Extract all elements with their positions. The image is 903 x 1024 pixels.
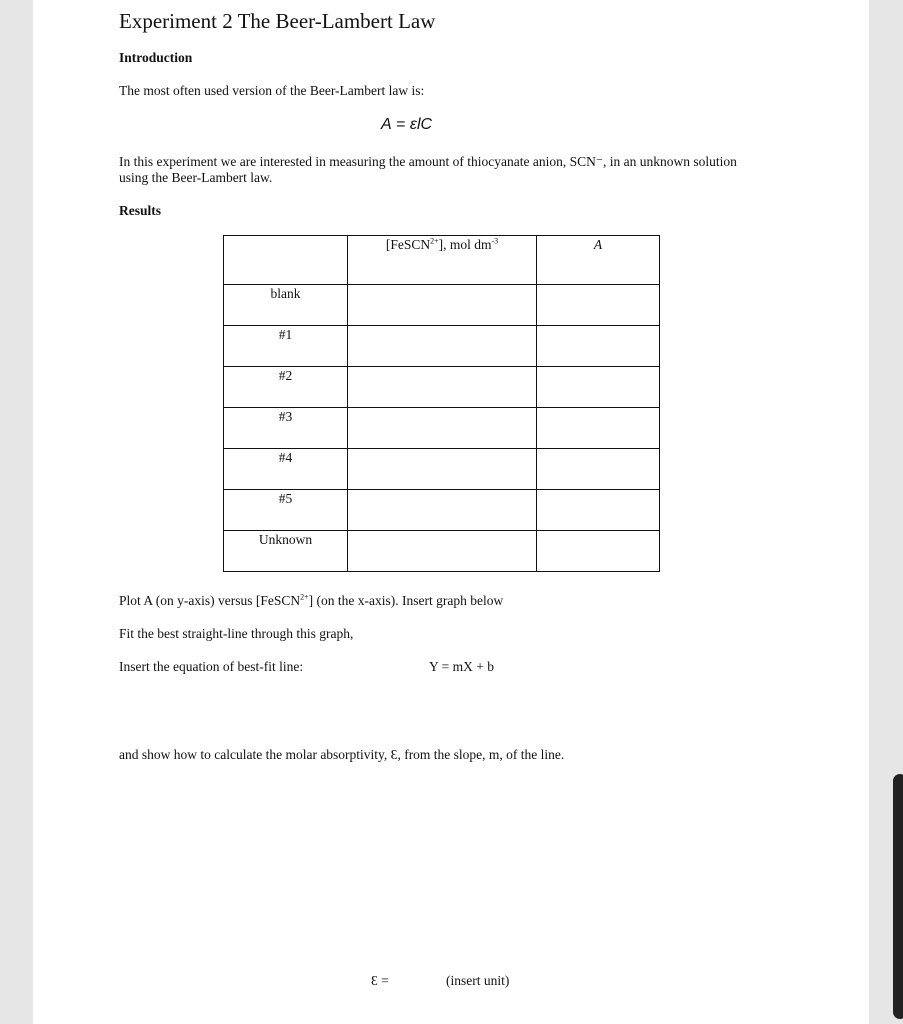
concentration-cell [348, 408, 537, 449]
fit-instruction: Fit the best straight-line through this graph, [119, 626, 354, 641]
page-title: Experiment 2 The Beer-Lambert Law [119, 9, 436, 33]
introduction-heading: Introduction [119, 50, 193, 65]
unit-placeholder: (insert unit) [446, 973, 510, 988]
absorbance-cell [537, 326, 660, 367]
header-cell-sample [224, 236, 348, 285]
concentration-cell [348, 285, 537, 326]
absorbance-cell [537, 408, 660, 449]
formula-eq: = [391, 116, 410, 133]
absorbance-cell [537, 285, 660, 326]
row-label: blank [224, 285, 348, 326]
table-row [224, 408, 660, 449]
header-cell-absorbance: A [537, 236, 660, 285]
results-table [223, 235, 660, 572]
document-page [33, 0, 869, 1024]
row-label: #5 [224, 490, 348, 531]
header-cell-concentration: [FeSCN$^{2+}$], mol $dm^{-3}$ [348, 236, 537, 285]
absorptivity-instruction: and show how to calculate the molar absorptivity, Ɛ, from the slope, m, of the line. [119, 747, 565, 762]
table-row [224, 531, 660, 572]
beer-lambert-formula [381, 116, 432, 134]
row-label: #4 [224, 449, 348, 490]
concentration-cell [348, 367, 537, 408]
concentration-cell [348, 490, 537, 531]
row-label: #3 [224, 408, 348, 449]
concentration-cell [348, 531, 537, 572]
intro-text: The most often used version of the Beer-Lambert law is: [119, 83, 425, 98]
table-row [224, 326, 660, 367]
row-label: #2 [224, 367, 348, 408]
table-header-row [224, 236, 660, 285]
concentration-cell [348, 449, 537, 490]
experiment-text: In this experiment we are interested in measuring the amount of thiocyanate anion, SCN⁻, in an unknown solution using the Beer-Lambert law. [119, 154, 737, 185]
epsilon-label: Ɛ = [371, 973, 389, 988]
table-row [224, 285, 660, 326]
row-label: Unknown [224, 531, 348, 572]
absorbance-cell [537, 449, 660, 490]
concentration-cell [348, 326, 537, 367]
table-row [224, 490, 660, 531]
row-label: #1 [224, 326, 348, 367]
results-heading: Results [119, 203, 162, 218]
plot-instruction: Plot A (on y-axis) versus [FeSCN$^{2+}$] (on the x-axis). Insert graph below [119, 592, 504, 608]
absorbance-cell [537, 367, 660, 408]
equation-label: Insert the equation of best-fit line: [119, 659, 304, 674]
formula-rhs: εlC [409, 116, 433, 133]
absorbance-cell [537, 490, 660, 531]
absorbance-cell [537, 531, 660, 572]
table-row [224, 367, 660, 408]
equation-text: Y = mX + b [429, 659, 494, 674]
formula-lhs: A [381, 116, 392, 133]
scrollbar-thumb[interactable] [893, 774, 903, 1019]
table-row [224, 449, 660, 490]
